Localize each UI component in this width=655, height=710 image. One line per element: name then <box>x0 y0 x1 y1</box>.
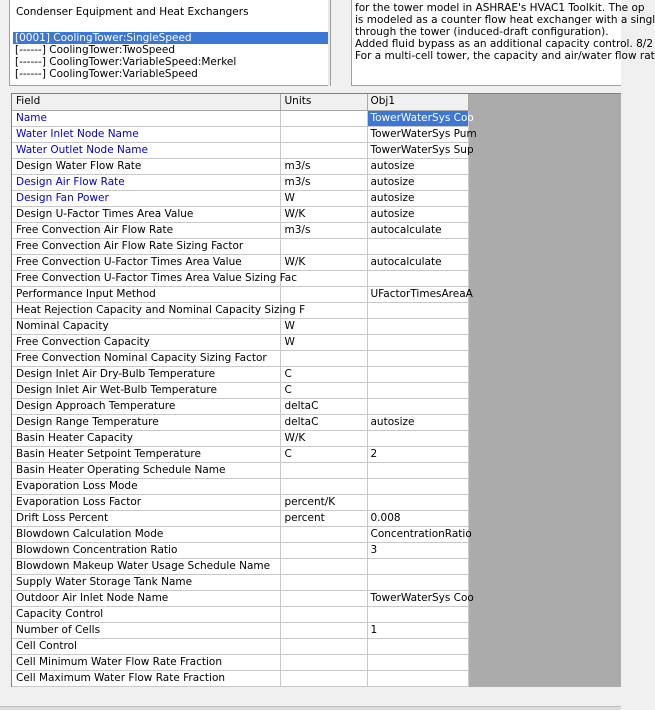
value-cell[interactable]: autosize <box>367 190 468 206</box>
table-row <box>12 606 468 622</box>
table-row <box>12 286 468 302</box>
grid-header-row <box>12 94 468 110</box>
units-cell <box>280 142 367 158</box>
units-cell: C <box>280 446 367 462</box>
units-cell <box>280 350 367 366</box>
units-cell <box>280 238 367 254</box>
table-row <box>12 670 468 686</box>
column-header-field[interactable]: Field <box>12 94 280 110</box>
table-row <box>12 126 468 142</box>
column-header-obj1[interactable]: Obj1 <box>367 94 468 110</box>
value-cell[interactable] <box>367 670 468 686</box>
field-name-cell[interactable]: Nominal Capacity <box>12 318 280 334</box>
value-cell[interactable] <box>367 334 468 350</box>
value-cell[interactable]: TowerWaterSys Sup <box>367 142 468 158</box>
table-row <box>12 302 468 318</box>
field-name-cell[interactable]: Basin Heater Setpoint Temperature <box>12 446 280 462</box>
units-cell: percent <box>280 510 367 526</box>
value-cell[interactable] <box>367 318 468 334</box>
class-name: CoolingTower:VariableSpeed <box>49 68 198 80</box>
class-group-label: Condenser Equipment and Heat Exchangers <box>16 6 249 18</box>
field-name-cell[interactable]: Blowdown Concentration Ratio <box>12 542 280 558</box>
field-name-cell[interactable]: Cell Minimum Water Flow Rate Fraction <box>12 654 280 670</box>
value-cell[interactable]: ConcentrationRatio <box>367 526 468 542</box>
value-cell[interactable] <box>367 430 468 446</box>
value-cell[interactable] <box>367 302 468 318</box>
units-cell <box>280 574 367 590</box>
field-name-cell[interactable]: Outdoor Air Inlet Node Name <box>12 590 280 606</box>
field-name-cell[interactable]: Design Water Flow Rate <box>12 158 280 174</box>
table-row <box>12 446 468 462</box>
object-grid[interactable] <box>11 93 621 687</box>
table-row <box>12 526 468 542</box>
table-row <box>12 510 468 526</box>
class-object-count: [------] <box>15 56 46 68</box>
class-object-count: [0001] <box>15 32 50 44</box>
units-cell <box>280 478 367 494</box>
value-cell[interactable]: 1 <box>367 622 468 638</box>
units-cell: W <box>280 318 367 334</box>
class-object-count: [------] <box>15 68 46 80</box>
value-cell[interactable]: TowerWaterSys Coo <box>367 590 468 606</box>
field-name-cell[interactable]: Design Inlet Air Dry-Bulb Temperature <box>12 366 280 382</box>
value-cell[interactable] <box>367 638 468 654</box>
description-line: is modeled as a counter flow heat exchanger with a singl <box>355 14 655 26</box>
value-cell[interactable]: autocalculate <box>367 222 468 238</box>
table-row <box>12 398 468 414</box>
value-cell[interactable]: autosize <box>367 174 468 190</box>
field-name-cell[interactable]: Design Range Temperature <box>12 414 280 430</box>
field-name-cell[interactable]: Water Inlet Node Name <box>12 126 280 142</box>
table-row <box>12 158 468 174</box>
units-cell <box>280 462 367 478</box>
field-name-cell[interactable]: Drift Loss Percent <box>12 510 280 526</box>
table-row <box>12 542 468 558</box>
table-row <box>12 142 468 158</box>
units-cell: C <box>280 366 367 382</box>
units-cell: W/K <box>280 206 367 222</box>
table-row <box>12 414 468 430</box>
field-name-cell[interactable]: Evaporation Loss Factor <box>12 494 280 510</box>
units-cell <box>280 126 367 142</box>
value-cell[interactable]: TowerWaterSys Coo <box>367 110 468 126</box>
table-row <box>12 462 468 478</box>
description-line: for the tower model in ASHRAE's HVAC1 Toolkit. The op <box>355 2 645 14</box>
table-row <box>12 382 468 398</box>
table-row <box>12 238 468 254</box>
class-list-item[interactable] <box>13 44 328 56</box>
table-row <box>12 334 468 350</box>
window-bottom-border <box>0 706 621 710</box>
table-row <box>12 222 468 238</box>
units-cell: W/K <box>280 254 367 270</box>
description-line: For a multi-cell tower, the capacity and air/water flow rat <box>355 50 655 62</box>
value-cell[interactable] <box>367 398 468 414</box>
field-table <box>12 94 477 687</box>
units-cell: m3/s <box>280 158 367 174</box>
field-name-cell[interactable]: Blowdown Calculation Mode <box>12 526 280 542</box>
field-name-cell[interactable]: Design Fan Power <box>12 190 280 206</box>
value-cell[interactable] <box>367 606 468 622</box>
value-cell[interactable] <box>367 382 468 398</box>
class-list-item[interactable] <box>13 56 328 68</box>
field-name-cell[interactable]: Design Inlet Air Wet-Bulb Temperature <box>12 382 280 398</box>
field-name-cell[interactable]: Evaporation Loss Mode <box>12 478 280 494</box>
field-name-cell[interactable]: Blowdown Makeup Water Usage Schedule Name <box>12 558 280 574</box>
table-row <box>12 174 468 190</box>
field-name-cell[interactable]: Free Convection Air Flow Rate <box>12 222 280 238</box>
units-cell: W <box>280 190 367 206</box>
column-header-units[interactable]: Units <box>280 94 367 110</box>
units-cell <box>280 622 367 638</box>
field-name-cell[interactable]: Number of Cells <box>12 622 280 638</box>
class-list-item[interactable] <box>13 32 328 44</box>
description-line: through the tower (induced-draft configuration). <box>355 26 609 38</box>
table-row <box>12 110 468 126</box>
value-cell[interactable] <box>367 478 468 494</box>
class-list-item[interactable] <box>13 68 328 80</box>
units-cell <box>280 606 367 622</box>
field-name-cell[interactable]: Basin Heater Capacity <box>12 430 280 446</box>
field-name-cell[interactable]: Design Air Flow Rate <box>12 174 280 190</box>
field-name-cell[interactable]: Free Convection Nominal Capacity Sizing Factor <box>12 350 280 366</box>
field-name-cell[interactable]: Design U-Factor Times Area Value <box>12 206 280 222</box>
class-name: CoolingTower:SingleSpeed <box>53 32 192 44</box>
pane-splitter[interactable] <box>0 86 621 93</box>
class-description-panel <box>351 0 655 86</box>
value-cell[interactable]: autosize <box>367 206 468 222</box>
value-cell[interactable] <box>367 574 468 590</box>
value-cell[interactable] <box>367 238 468 254</box>
units-cell: deltaC <box>280 414 367 430</box>
field-name-cell[interactable]: Cell Maximum Water Flow Rate Fraction <box>12 670 280 686</box>
value-cell[interactable] <box>367 654 468 670</box>
field-name-cell[interactable]: Free Convection U-Factor Times Area Value <box>12 254 280 270</box>
value-cell[interactable] <box>367 494 468 510</box>
field-name-cell[interactable]: Free Convection Capacity <box>12 334 280 350</box>
table-row <box>12 654 468 670</box>
field-name-cell[interactable]: Free Convection Air Flow Rate Sizing Factor <box>12 238 280 254</box>
value-cell[interactable] <box>367 558 468 574</box>
table-row <box>12 558 468 574</box>
value-cell[interactable]: 2 <box>367 446 468 462</box>
value-cell[interactable]: TowerWaterSys Pum <box>367 126 468 142</box>
field-name-cell[interactable]: Free Convection U-Factor Times Area Value Sizing Fac <box>12 270 280 286</box>
value-cell[interactable]: 0.008 <box>367 510 468 526</box>
table-row <box>12 590 468 606</box>
table-row <box>12 190 468 206</box>
table-row <box>12 206 468 222</box>
units-cell: W/K <box>280 430 367 446</box>
table-row <box>12 350 468 366</box>
field-name-cell[interactable]: Basin Heater Operating Schedule Name <box>12 462 280 478</box>
field-name-cell[interactable]: Heat Rejection Capacity and Nominal Capacity Sizing F <box>12 302 280 318</box>
units-cell <box>280 286 367 302</box>
units-cell: m3/s <box>280 222 367 238</box>
table-row <box>12 254 468 270</box>
units-cell <box>280 558 367 574</box>
value-cell[interactable] <box>367 462 468 478</box>
class-name: CoolingTower:TwoSpeed <box>49 44 175 56</box>
class-list-scrollbar[interactable] <box>328 0 330 86</box>
table-row <box>12 270 468 286</box>
units-cell: deltaC <box>280 398 367 414</box>
value-cell[interactable] <box>367 350 468 366</box>
table-row <box>12 318 468 334</box>
table-row <box>12 366 468 382</box>
units-cell <box>280 110 367 126</box>
class-list-panel[interactable] <box>9 0 331 86</box>
units-cell: C <box>280 382 367 398</box>
units-cell <box>280 526 367 542</box>
table-row <box>12 622 468 638</box>
table-row <box>12 430 468 446</box>
table-row <box>12 494 468 510</box>
units-cell: percent/K <box>280 494 367 510</box>
units-cell <box>280 654 367 670</box>
field-name-cell[interactable]: Cell Control <box>12 638 280 654</box>
value-cell[interactable]: UFactorTimesAreaA <box>367 286 468 302</box>
units-cell <box>280 670 367 686</box>
value-cell[interactable] <box>367 366 468 382</box>
description-line: Added fluid bypass as an additional capacity control. 8/2 <box>355 38 654 50</box>
units-cell <box>280 542 367 558</box>
field-name-cell[interactable]: Supply Water Storage Tank Name <box>12 574 280 590</box>
class-name: CoolingTower:VariableSpeed:Merkel <box>49 56 237 68</box>
table-row <box>12 638 468 654</box>
class-object-count: [------] <box>15 44 46 56</box>
field-name-cell[interactable]: Water Outlet Node Name <box>12 142 280 158</box>
units-cell: m3/s <box>280 174 367 190</box>
value-cell[interactable]: 3 <box>367 542 468 558</box>
value-cell[interactable]: autosize <box>367 414 468 430</box>
field-name-cell[interactable]: Design Approach Temperature <box>12 398 280 414</box>
table-row <box>12 574 468 590</box>
field-name-cell[interactable]: Name <box>12 110 280 126</box>
units-cell <box>280 590 367 606</box>
field-name-cell[interactable]: Performance Input Method <box>12 286 280 302</box>
units-cell <box>280 638 367 654</box>
value-cell[interactable] <box>367 270 468 286</box>
value-cell[interactable]: autosize <box>367 158 468 174</box>
value-cell[interactable]: autocalculate <box>367 254 468 270</box>
table-row <box>12 478 468 494</box>
field-name-cell[interactable]: Capacity Control <box>12 606 280 622</box>
units-cell: W <box>280 334 367 350</box>
